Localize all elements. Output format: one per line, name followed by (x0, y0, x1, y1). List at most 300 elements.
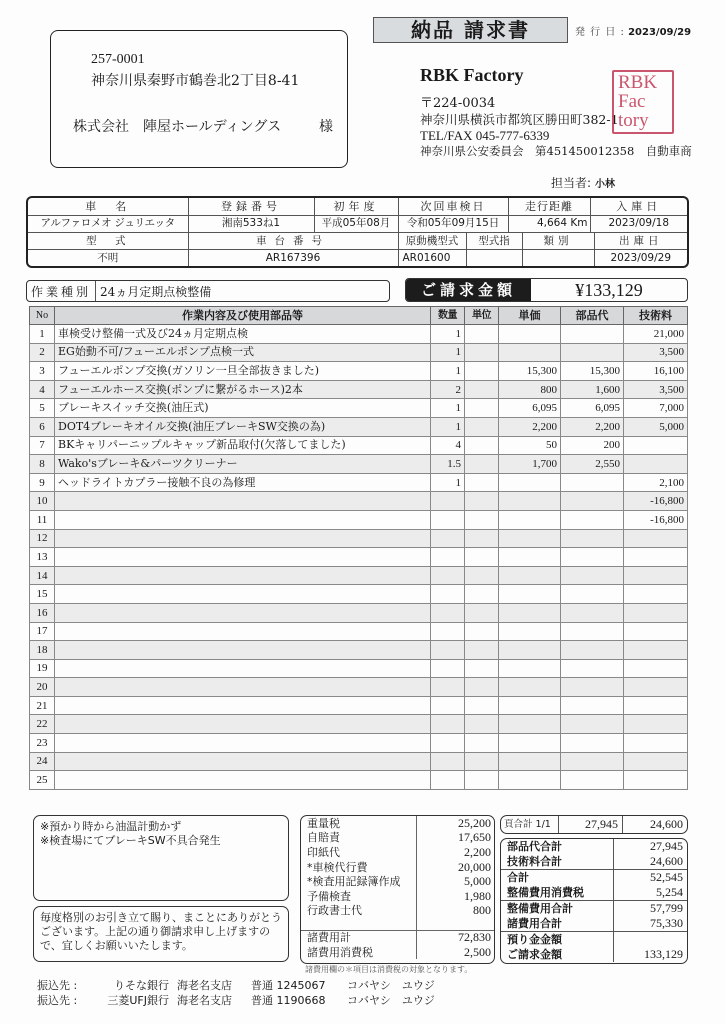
item-unit (465, 696, 499, 715)
summary-label: 預り金金額 (501, 931, 613, 946)
item-unit (465, 492, 499, 511)
fees-spacer-row (301, 918, 494, 930)
item-parts-cost (561, 585, 624, 604)
item-unit (465, 622, 499, 641)
fee-row (301, 860, 494, 875)
item-parts-cost (561, 771, 624, 790)
vehicle-chassis-number: AR167396 (188, 250, 398, 267)
issuer-address: 神奈川県横浜市都筑区勝田町382-1 (420, 112, 619, 127)
bank-row (37, 993, 457, 1008)
summary-label: 技術料合計 (501, 854, 613, 869)
item-qty (431, 510, 465, 529)
item-unit-price (499, 752, 561, 771)
item-description: ブレーキスイッチ交換(油圧式) (55, 399, 431, 418)
item-labor-cost: -16,800 (624, 510, 688, 529)
item-parts-cost (561, 566, 624, 585)
item-labor-cost (624, 585, 688, 604)
page-total-parts: 27,945 (559, 816, 623, 833)
fee-value: 1,980 (464, 888, 491, 903)
remark-line: ※預かり時から油温計動かず (40, 820, 182, 833)
vehicle-registration: 湘南533ね1 (188, 215, 314, 232)
item-no: 13 (30, 548, 55, 567)
item-unit (465, 380, 499, 399)
fee-value: 17,650 (458, 830, 491, 845)
item-row (30, 417, 688, 436)
item-description (55, 715, 431, 734)
item-row (30, 455, 688, 474)
vehicle-header: 型 式 (28, 233, 188, 250)
bank-account: 普通 1190668 (251, 994, 326, 1007)
item-parts-cost (561, 510, 624, 529)
item-labor-cost (624, 622, 688, 641)
staff-name: 小林 (595, 179, 616, 190)
item-unit-price: 1,700 (499, 455, 561, 474)
issuer-tel: TEL/FAX 045-777-6339 (420, 128, 550, 143)
item-qty (431, 548, 465, 567)
page-total-label: 頁合計 1/1 (501, 816, 559, 833)
company-seal-stamp: RBK Fac tory (612, 70, 674, 134)
item-labor-cost (624, 529, 688, 548)
bank-account: 普通 1245067 (251, 979, 326, 992)
item-labor-cost: 16,100 (624, 362, 688, 381)
item-row (30, 715, 688, 734)
vehicle-mileage: 4,664 Km (508, 215, 590, 232)
item-labor-cost (624, 715, 688, 734)
issuer-license: 神奈川県公安委員会 第451450012358 自動車商 (420, 144, 692, 158)
vehicle-engine-model: AR01600 (398, 250, 466, 267)
staff-label: 担当者: (551, 176, 592, 190)
item-no: 22 (30, 715, 55, 734)
bank-holder: コバヤシ ユウジ (347, 994, 435, 1007)
item-unit-price (499, 734, 561, 753)
vehicle-category (522, 250, 594, 267)
item-row (30, 771, 688, 790)
summary-table (500, 838, 688, 964)
work-type-value: 24ヵ月定期点検整備 (100, 284, 212, 299)
item-no: 11 (30, 510, 55, 529)
item-labor-cost: 3,500 (624, 380, 688, 399)
item-description: Wako'sブレーキ&パーツクリーナー (55, 455, 431, 474)
item-unit (465, 678, 499, 697)
vehicle-type-designation (466, 250, 522, 267)
recipient-honorific: 様 (319, 119, 333, 135)
item-labor-cost: 3,500 (624, 343, 688, 362)
item-description (55, 585, 431, 604)
item-parts-cost: 6,095 (561, 399, 624, 418)
vehicle-header: 走行距離 (508, 198, 590, 215)
vehicle-out-date: 2023/09/29 (610, 251, 672, 264)
vehicle-header: 原動機型式 (398, 233, 466, 250)
vehicle-header: 車 名 (28, 198, 188, 215)
item-description (55, 566, 431, 585)
item-row (30, 641, 688, 660)
item-no: 4 (30, 380, 55, 399)
item-labor-cost (624, 734, 688, 753)
item-no: 20 (30, 678, 55, 697)
col-header-no: No (30, 307, 55, 325)
item-parts-cost (561, 325, 624, 344)
item-no: 9 (30, 473, 55, 492)
item-labor-cost (624, 752, 688, 771)
item-unit (465, 641, 499, 660)
summary-row (501, 885, 687, 900)
item-description (55, 696, 431, 715)
item-unit-price: 15,300 (499, 362, 561, 381)
item-labor-cost (624, 455, 688, 474)
fee-label: *検査用記録簿作成 (301, 874, 416, 889)
item-unit (465, 715, 499, 734)
summary-value: 24,600 (650, 854, 683, 869)
item-parts-cost (561, 734, 624, 753)
work-type (26, 280, 390, 302)
fees-footnote: 諸費用欄の＊項目は消費税の対象となります。 (305, 965, 473, 974)
item-no: 25 (30, 771, 55, 790)
item-row (30, 380, 688, 399)
items-header-row (30, 307, 688, 325)
item-unit-price (499, 659, 561, 678)
item-parts-cost: 2,200 (561, 417, 624, 436)
vehicle-header: 類別 (522, 233, 594, 250)
item-description: DOT4ブレーキオイル交換(油圧ブレーキSW交換の為) (55, 417, 431, 436)
fees-table (300, 815, 495, 964)
item-no: 16 (30, 603, 55, 622)
summary-label: 整備費用合計 (501, 901, 613, 916)
grand-total-value: ¥133,129 (575, 280, 643, 300)
fee-row (301, 874, 494, 889)
bank-row (37, 978, 457, 993)
item-description: EG始動不可/フューエルポンプ点検一式 (55, 343, 431, 362)
fee-label: 印紙代 (301, 845, 416, 860)
item-qty (431, 659, 465, 678)
bank-label: 振込先 : (37, 979, 78, 992)
item-unit-price (499, 641, 561, 660)
vehicle-first-year: 平成05年08月 (314, 215, 398, 232)
item-qty: 1 (431, 362, 465, 381)
item-parts-cost (561, 622, 624, 641)
item-description (55, 734, 431, 753)
item-unit (465, 548, 499, 567)
item-labor-cost: 7,000 (624, 399, 688, 418)
vehicle-header: 次回車検日 (398, 198, 508, 215)
item-labor-cost: 21,000 (624, 325, 688, 344)
bank-name: りそな銀行 (114, 979, 169, 992)
item-labor-cost: 2,100 (624, 473, 688, 492)
summary-label: 整備費用消費税 (501, 885, 613, 900)
summary-value: 57,799 (613, 901, 687, 916)
fee-label: *車検代行費 (301, 860, 416, 875)
item-qty: 4 (431, 436, 465, 455)
item-row (30, 362, 688, 381)
item-no: 19 (30, 659, 55, 678)
item-no: 23 (30, 734, 55, 753)
vehicle-info-table (26, 196, 689, 232)
item-row (30, 585, 688, 604)
summary-label: 部品代合計 (501, 839, 613, 854)
item-no: 7 (30, 436, 55, 455)
fee-row (301, 816, 494, 831)
item-labor-cost (624, 696, 688, 715)
item-parts-cost: 15,300 (561, 362, 624, 381)
item-description: BKキャリパーニップルキャップ新品取付(欠落してました) (55, 436, 431, 455)
item-description (55, 659, 431, 678)
issuer-zip: 〒224-0034 (420, 96, 496, 111)
item-qty (431, 678, 465, 697)
item-unit (465, 734, 499, 753)
item-row (30, 622, 688, 641)
item-description (55, 510, 431, 529)
item-unit (465, 585, 499, 604)
item-unit (465, 510, 499, 529)
item-qty: 1 (431, 343, 465, 362)
bank-transfer-info (37, 978, 457, 1008)
item-labor-cost: 5,000 (624, 417, 688, 436)
item-unit-price (499, 548, 561, 567)
item-labor-cost (624, 603, 688, 622)
thanks-message: 毎度格別のお引き立て賜り、まことにありがとうございます。上記の通り御請求申し上げますので、宜しくお願いいたします。 (40, 911, 282, 952)
issue-date-label: 発 行 日 : (575, 27, 625, 38)
item-parts-cost (561, 659, 624, 678)
item-labor-cost (624, 548, 688, 567)
item-row (30, 603, 688, 622)
work-type-label: 作業種別 (27, 281, 96, 301)
item-qty (431, 492, 465, 511)
item-unit (465, 771, 499, 790)
item-parts-cost (561, 473, 624, 492)
vehicle-model: 不明 (28, 250, 188, 267)
item-qty: 1 (431, 473, 465, 492)
col-header-labor: 技術料 (624, 307, 688, 325)
item-row (30, 548, 688, 567)
item-description (55, 771, 431, 790)
fee-value: 2,200 (464, 845, 491, 859)
item-no: 24 (30, 752, 55, 771)
item-row (30, 752, 688, 771)
page-total-labor: 24,600 (650, 817, 683, 831)
fees-tax-value: 2,500 (464, 944, 491, 959)
item-parts-cost (561, 548, 624, 567)
bank-holder: コバヤシ ユウジ (347, 979, 435, 992)
fee-label: 行政書士代 (301, 904, 416, 919)
fee-row (301, 889, 494, 904)
item-no: 6 (30, 417, 55, 436)
item-row (30, 325, 688, 344)
item-no: 1 (30, 325, 55, 344)
fees-total-row (301, 930, 494, 945)
item-labor-cost (624, 566, 688, 585)
fee-value: 20,000 (458, 859, 491, 874)
vehicle-in-date: 2023/09/18 (590, 215, 687, 232)
summary-row (501, 947, 687, 962)
item-labor-cost (624, 771, 688, 790)
summary-row (501, 916, 687, 931)
item-qty (431, 771, 465, 790)
item-qty (431, 566, 465, 585)
vehicle-header: 型式指 (466, 233, 522, 250)
item-row (30, 343, 688, 362)
fee-row (301, 904, 494, 919)
document-title: 納品 請求書 (373, 17, 568, 43)
remark-line: ※検査場にてブレーキSW不具合発生 (40, 834, 221, 847)
recipient-address: 神奈川県秦野市鶴巻北2丁目8-41 (91, 73, 300, 89)
item-qty: 2 (431, 380, 465, 399)
col-header-unit: 単位 (465, 307, 499, 325)
item-unit (465, 752, 499, 771)
item-no: 18 (30, 641, 55, 660)
vehicle-header: 入庫日 (590, 198, 687, 215)
summary-label: 諸費用合計 (501, 916, 613, 931)
item-unit (465, 659, 499, 678)
item-description (55, 678, 431, 697)
item-description (55, 529, 431, 548)
item-qty (431, 529, 465, 548)
item-unit (465, 417, 499, 436)
staff (551, 176, 615, 192)
item-unit (465, 343, 499, 362)
item-unit (465, 455, 499, 474)
item-unit-price (499, 510, 561, 529)
item-description (55, 492, 431, 511)
item-parts-cost (561, 715, 624, 734)
item-no: 3 (30, 362, 55, 381)
item-parts-cost (561, 529, 624, 548)
item-row (30, 510, 688, 529)
item-unit-price (499, 603, 561, 622)
summary-value: 75,330 (650, 915, 683, 930)
fee-label: 自賠責 (301, 831, 416, 846)
item-unit (465, 362, 499, 381)
summary-label: 合計 (501, 870, 613, 885)
item-parts-cost (561, 678, 624, 697)
vehicle-next-inspection: 令和05年09月15日 (398, 215, 508, 232)
summary-value: 133,129 (644, 946, 683, 961)
item-parts-cost (561, 343, 624, 362)
fees-tax-row (301, 945, 494, 960)
fee-row (301, 831, 494, 846)
item-qty: 1 (431, 325, 465, 344)
vehicle-info-table-2 (26, 232, 689, 268)
item-no: 12 (30, 529, 55, 548)
item-description: フューエルホース交換(ポンプに繋がるホース)2本 (55, 380, 431, 399)
item-labor-cost (624, 641, 688, 660)
item-no: 2 (30, 343, 55, 362)
bank-branch: 海老名支店 (177, 994, 232, 1007)
fees-total-value: 72,830 (416, 930, 494, 945)
bank-branch: 海老名支店 (177, 979, 232, 992)
item-unit-price (499, 696, 561, 715)
fee-row (301, 845, 494, 860)
item-qty (431, 734, 465, 753)
fee-label: 重量税 (301, 816, 416, 831)
item-row (30, 734, 688, 753)
item-labor-cost (624, 436, 688, 455)
item-unit-price: 800 (499, 380, 561, 399)
item-row (30, 473, 688, 492)
item-labor-cost (624, 659, 688, 678)
vehicle-name: アルファロメオ ジュリエッタ (28, 215, 188, 232)
col-header-price: 単価 (499, 307, 561, 325)
item-qty (431, 752, 465, 771)
fee-value: 5,000 (464, 874, 491, 889)
recipient-address-box (50, 30, 348, 168)
item-qty (431, 696, 465, 715)
item-unit-price (499, 771, 561, 790)
summary-value: 52,545 (613, 870, 687, 885)
item-no: 10 (30, 492, 55, 511)
vehicle-header: 車台番号 (188, 233, 398, 250)
item-parts-cost: 1,600 (561, 380, 624, 399)
vehicle-header: 初年度 (314, 198, 398, 215)
fees-total-label: 諸費用計 (301, 930, 416, 945)
item-qty (431, 641, 465, 660)
vehicle-header: 登録番号 (188, 198, 314, 215)
issue-date-value: 2023/09/29 (628, 27, 692, 38)
item-row (30, 529, 688, 548)
grand-total-label: ご請求金額 (406, 279, 531, 301)
fee-label: 予備検査 (301, 889, 416, 904)
item-qty (431, 622, 465, 641)
item-qty: 1 (431, 417, 465, 436)
item-unit-price: 2,200 (499, 417, 561, 436)
item-row (30, 659, 688, 678)
item-unit (465, 399, 499, 418)
col-header-description: 作業内容及び使用部品等 (55, 307, 431, 325)
summary-value (613, 931, 687, 946)
recipient-company: 株式会社 陣屋ホールディングス (73, 119, 282, 135)
summary-row (501, 854, 687, 869)
item-description: ヘッドライトカプラー接触不良の為修理 (55, 473, 431, 492)
item-unit-price (499, 325, 561, 344)
fee-value: 25,200 (458, 816, 491, 830)
remarks-box (33, 815, 289, 901)
item-parts-cost (561, 492, 624, 511)
item-no: 5 (30, 399, 55, 418)
recipient-zip: 257-0001 (91, 52, 145, 67)
item-no: 8 (30, 455, 55, 474)
grand-total (405, 278, 688, 302)
item-labor-cost (624, 678, 688, 697)
item-no: 17 (30, 622, 55, 641)
item-unit (465, 325, 499, 344)
item-row (30, 436, 688, 455)
item-parts-cost (561, 603, 624, 622)
item-qty (431, 585, 465, 604)
bank-label: 振込先 : (37, 994, 78, 1007)
item-description: フューエルポンプ交換(ガソリン一旦全部抜きました) (55, 362, 431, 381)
item-unit-price (499, 678, 561, 697)
items-table (29, 306, 688, 790)
item-row (30, 566, 688, 585)
page-total (500, 815, 688, 834)
item-parts-cost (561, 696, 624, 715)
issue-date (575, 27, 691, 39)
item-unit-price (499, 473, 561, 492)
thanks-message-box (33, 906, 289, 962)
bank-name: 三菱UFJ銀行 (107, 994, 169, 1007)
item-unit-price (499, 529, 561, 548)
col-header-parts: 部品代 (561, 307, 624, 325)
item-description: 車検受け整備一式及び24ヵ月定期点検 (55, 325, 431, 344)
summary-row (501, 931, 687, 946)
item-no: 21 (30, 696, 55, 715)
vehicle-header: 出庫日 (594, 233, 687, 250)
item-unit (465, 436, 499, 455)
item-description (55, 752, 431, 771)
item-description (55, 622, 431, 641)
summary-row (501, 839, 687, 854)
summary-row (501, 901, 687, 916)
col-header-qty: 数量 (431, 307, 465, 325)
item-description (55, 641, 431, 660)
